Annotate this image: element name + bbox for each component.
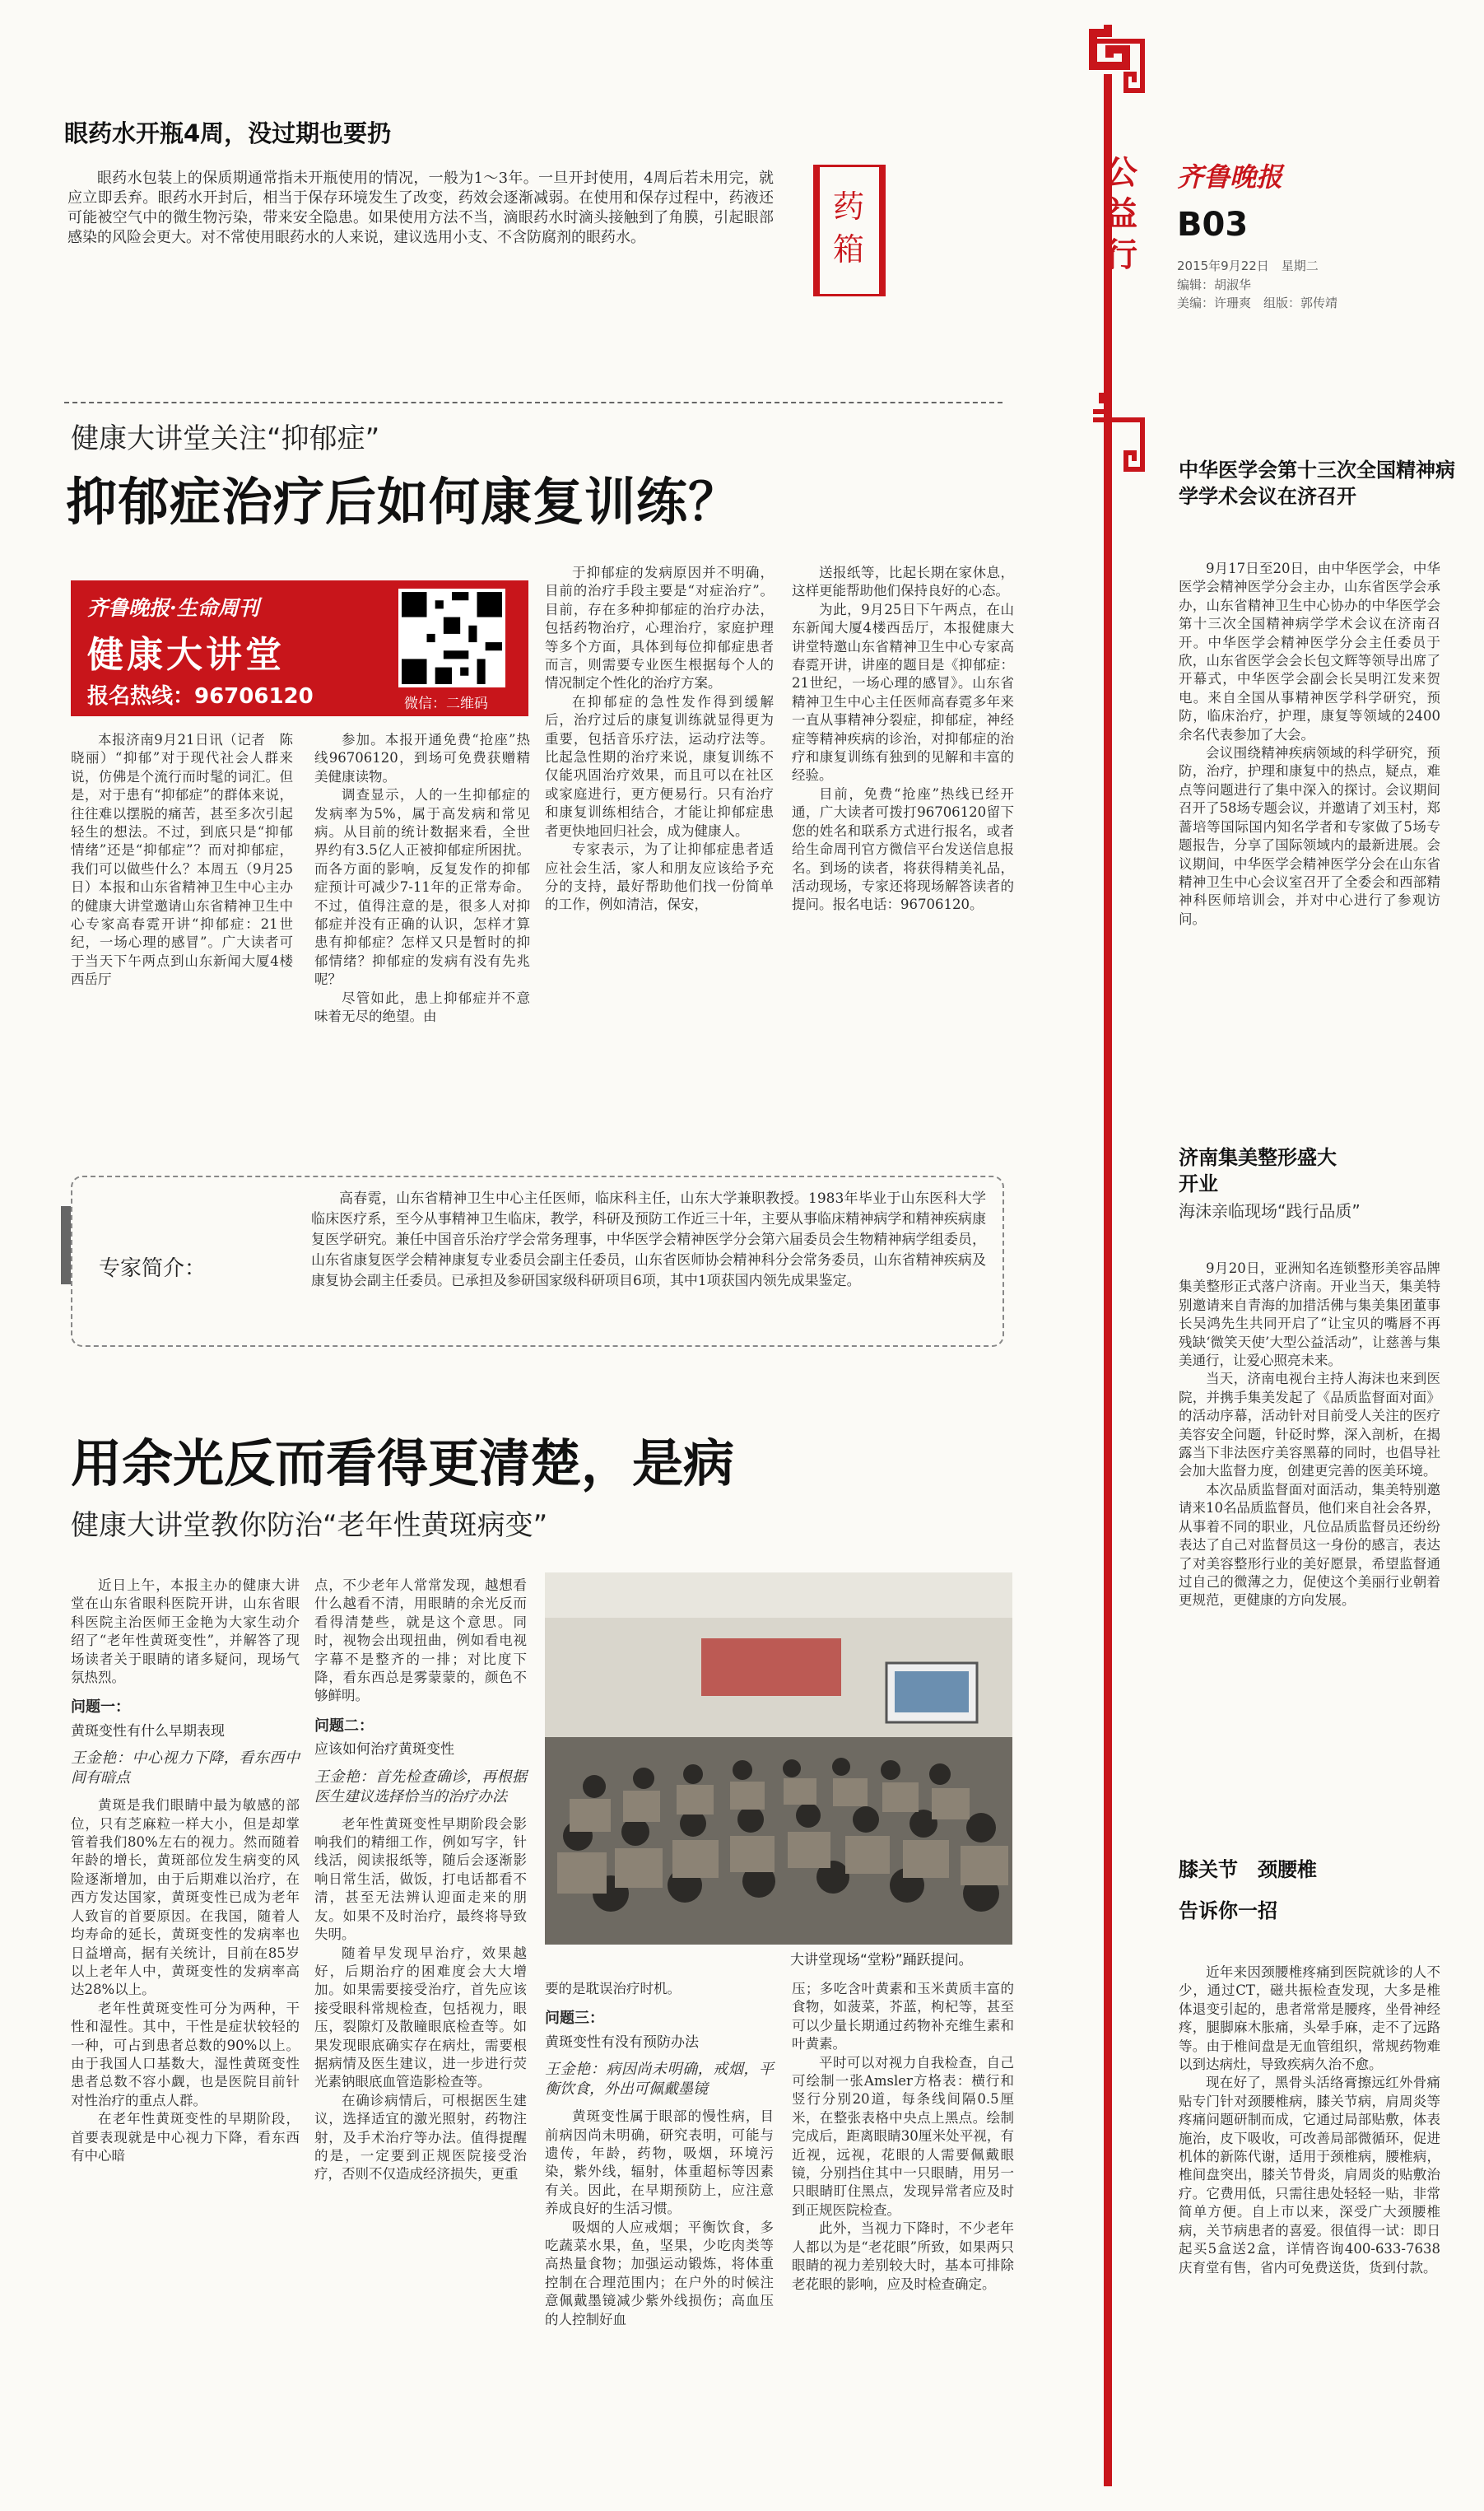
q3-title: 黄斑变性有没有预防办法 <box>545 2033 699 2051</box>
q2-answer: 王金艳：首先检查确诊，再根据医生建议选择恰当的治疗办法 <box>314 1768 527 1805</box>
article1-col3: 于抑郁症的发病原因并不明确，目前的治疗手段主要是“对症治疗”。目前，存在多种抑郁症的治疗办法，包括药物治疗，心理治疗，家庭护理等多个方面，具体到每位抑郁症患者而言，则需要专业医生根据每个人的情况制定个性化的治疗方案。 在抑郁症的急性发作得到缓解后，治疗过后的康复训练就显得更为重要，包括音乐疗法，运动疗法等。比起急性期的治疗来说，康复训练不仅能巩固治疗效果，而且可以在社区或家庭进行，更方便易行。只有治疗和康复训练相结合，才能让抑郁症患者更快地回归社会，成为健康人。 专家表示，为了让抑郁症患者适应社会生活，家人和朋友应该给予充分的支持，最好帮助他们找一份简单的工作，例如清洁，保安， <box>545 565 774 913</box>
banner-brand: 齐鲁晚报·生命周刊 <box>87 596 259 620</box>
q1-answer: 王金艳：中心视力下降，看东西中间有暗点 <box>71 1749 300 1787</box>
right3-title-line1: 膝关节 颈腰椎 <box>1179 1858 1317 1881</box>
q2-title: 应该如何治疗黄斑变性 <box>314 1741 454 1759</box>
q3-label: 问题三： <box>545 2010 604 2028</box>
article1-col4: 送报纸等，比起长期在家休息，这样更能帮助他们保持良好的心态。 为此，9月25日下午两点，在山东新闻大厦4楼西岳厅，本报健康大讲堂特邀山东省精神卫生中心专家高春霓开讲，讲座的题目是《抑郁症：21世纪，一场心理的感冒》。山东省精神卫生中心主任医师高春霓多年来一直从事精神分裂症，抑郁症，神经症等精神疾病的诊治，对抑郁症的治疗和康复训练有独到的见解和丰富的经验。 目前，免费“抢座”热线已经开通，广大读者可拨打96706120留下您的姓名和联系方式进行报名，或者给生命周刊官方微信平台发送信息报名。到场的读者，将获得精美礼品，活动现场，专家还将现场解答读者的提问。报名电话：96706120。 <box>792 565 1014 913</box>
article2-col2: 点，不少老年人常常发现，越想看什么越看不清，用眼睛的余光反而看得清楚些，就是这个意思。同时，视物会出现扭曲，例如看电视字幕不是整齐的一排；对比度下降，看东西总是雾蒙蒙的，颜色不够鲜明。 问题二： 应该如何治疗黄斑变性 王金艳：首先检查确诊，再根据医生建议选择恰当的治疗办法 老年性黄斑变性早期阶段会影响我们的精细工作，例如写字，针线活，阅读报纸等，随后会逐渐影响日常生活，做饭，打电话都看不清，甚至无法辨认迎面走来的朋友。如果不及时治疗，最终将导致失明。 随着早发现早治疗，效果越好，后期治疗的困难度会大大增加。如果需要接受治疗，首先应该接受眼科常规检查，包括视力，眼压，裂隙灯及散瞳眼底检查等。如果发现眼底确实存在病灶，需要根据病情及医生建议，进一步进行荧光素钠眼底血管造影检查等。 在确诊病情后，可根据医生建议，选择适宜的激光照射，药物注射，及手术治疗等办法。值得提醒的是，一定要到正规医院接受治疗，否则不仅造成经济损失，更重 <box>314 1577 527 2183</box>
article2-col1: 近日上午，本报主办的健康大讲堂在山东省眼科医院开讲，山东省眼科医院主治医师王金艳为大家生动介绍了“老年性黄斑变性”，并解答了现场读者关于眼睛的诸多疑问，现场气氛热烈。 问题一： 黄斑变性有什么早期表现 王金艳：中心视力下降，看东西中间有暗点 黄斑是我们眼睛中最为敏感的部位，只有芝麻粒一样大小，但是却掌管着我们80%左右的视力。然而随着年龄的增长，黄斑部位发生病变的风险逐渐增加，由于后期难以治疗，在西方发达国家，黄斑变性已成为老年人致盲的首要原因。在我国，随着人均寿命的延长，黄斑变性的发病率也日益增高，据有关统计，目前在85岁以上老年人中，黄斑变性的发病率高达28%以上。 老年性黄斑变性可分为两种，干性和湿性。其中，干性是症状较轻的一种，可占到患者总数的90%以上。由于我国人口基数大，湿性黄斑变性患者总数不容小觑，也是医院目前针对性治疗的重点人群。 在老年性黄斑变性的早期阶段，首要表现就是中心视力下降，看东西有中心暗 <box>71 1577 300 2164</box>
right1-body: 9月17日至20日，由中华医学会，中华医学会精神医学分会主办，山东省医学会承办，山东省精神卫生中心协办的中华医学会第十三次全国精神病学学术会议在济南召开。中华医学会精神医学分会主任委员于欣，山东省医学会会长包文辉等领导出席了开幕式，中华医学会副会长吴明江发来贺电。来自全国从事精神医学科学研究，预防，临床治疗，护理，康复等领域的2400余名代表参加了大会。 会议围绕精神疾病领域的科学研究，预防，治疗，护理和康复中的热点，疑点，难点等问题进行了集中深入的探讨。会议期间召开了58场专题会议，并邀请了刘玉村，郑蔷培等国际国内知名学者和专家做了5场专题报告，分享了国际领域内的最新进展。会议期间，中华医学会精神医学分会在山东省精神卫生中心会议室召开了全委会和西部精神科医师培训会，并对中心进行了参观访问。 <box>1179 561 1440 927</box>
article2-headline: 用余光反而看得更清楚，是病 <box>71 1433 735 1493</box>
editor-credit: 编辑：胡淑华 <box>1177 277 1252 292</box>
right2-body: 9月20日，亚洲知名连锁整形美容品牌集美整形正式落户济南。开业当天，集美特别邀请来自青海的加措活佛与集美集团董事长吴鸿先生共同开启了“让宝贝的嘴唇不再残缺‘微笑天使’大型公益活动”，让慈善与集美通行，让爱心照亮未来。 当天，济南电视台主持人海沫也来到医院，并携手集美发起了《品质监督面对面》的活动序幕，活动针对目前受人关注的医疗美容安全问题，针砭时弊，深入剖析，在揭露当下非法医疗美容黑幕的同时，也倡导社会加大监督力度，创建更完善的医美环境。 本次品质监督面对面活动，集美特别邀请来10名品质监督员，他们来自社会各界，从事着不同的职业，凡位品质监督员还纷纷表达了自己对监督员这一身份的感言，表达了对美容整形行业的美好愿景，希望监督通过自己的微薄之力，促使这个美丽行业朝着更规范，更健康的方向发展。 <box>1179 1260 1440 1609</box>
lecture-photo <box>545 1572 1012 1945</box>
article1-col2: 参加。本报开通免费“抢座”热线96706120，到场可免费获赠精美健康读物。 调查显示，人的一生抑郁症的发病率为5%，属于高发病和常见病。从目前的统计数据来看，全世界约有3.5亿人正被抑郁症所困扰。而各方面的影响，反复发作的抑郁症预计可减少7-11年的正常寿命。不过，值得注意的是，很多人对抑郁症并没有正确的认识，怎样才算患有抑郁症？怎样又只是暂时的抑郁情绪？抑郁症的发病有没有先兆呢？ 尽管如此，患上抑郁症并不意味着无尽的绝望。由 <box>314 732 530 1025</box>
expert-text: 高春霓，山东省精神卫生中心主任医师，临床科主任，山东大学兼职教授。1983年毕业于山东医科大学临床医疗系，至今从事精神卫生临床，教学，科研及预防工作近三十年，主要从事临床精神病学和精神疾病康复医学研究。兼任中国音乐治疗学会常务理事，中华医学会精神医学分会第六届委员会生物精神病学组委员，山东省康复医学会精神康复专业委员会副主任委员，山东省医师协会精神科分会常务委员，山东省精神疾病及康复协会副主任委员。已承担及参研国家级科研项目6项，其中1项获国内领先成果鉴定。 <box>311 1190 986 1289</box>
box-body: 眼药水包装上的保质期通常指未开瓶使用的情况，一般为1～3年。一旦开封使用，4周后若未用完，就应立即丢弃。眼药水开封后，相当于保存环境发生了改变，药效会逐渐减弱。在使用和保存过程中，药液还可能被空气中的微生物污染，带来安全隐患。如果使用方法不当，滴眼药水时滴头接触到了角膜，引起眼部感染的风险会更大。对不常使用眼药水的人来说，建议选用小支、不含防腐剂的眼药水。 <box>67 170 774 246</box>
divider-1 <box>64 402 1003 403</box>
q2-label: 问题二： <box>314 1717 374 1735</box>
banner-wechat: 微信：二维码 <box>404 696 488 712</box>
event-banner <box>71 580 528 716</box>
article1-kicker: 健康大讲堂关注“抑郁症” <box>71 422 380 455</box>
section-title: 公益行 <box>1105 154 1137 274</box>
art-editor-credit: 美编：许珊爽 组版：郭传靖 <box>1177 296 1338 310</box>
right3-body: 近年来因颈腰椎疼痛到医院就诊的人不少，通过CT，磁共振检查发现，大多是椎体退变引起的，患者常常是腰疼，坐骨神经疼，腿脚麻木胀痛，头晕手麻，走不了远路等。由于椎间盘是无血管组织，常规药物难以到达病灶，导致疾病久治不愈。 现在好了，黑骨头活络膏擦远红外骨痛贴专门针对颈腰椎病，膝关节病，肩周炎等疼痛问题研制而成，它通过局部贴敷，体表施治，皮下吸收，可改善局部微循环，促进机体的新陈代谢，适用于颈椎病，腰椎病，椎间盘突出，膝关节骨炎，肩周炎的贴敷治疗。它费用低，只需往患处轻轻一贴，非常简单方便。自上市以来，深受广大颈腰椎病，关节病患者的喜爱。很值得一试：即日起买5盒送2盒，详情咨询400-633-7638庆育堂有售，省内可免费送货，货到付款。 <box>1179 1964 1440 2276</box>
right2-subtitle: 海沫亲临现场“践行品质” <box>1179 1201 1361 1221</box>
expert-label: 专家简介： <box>99 1256 207 1281</box>
banner-title: 健康大讲堂 <box>87 634 285 676</box>
right2-title: 济南集美整形盛大开业 <box>1179 1146 1337 1195</box>
box-headline: 眼药水开瓶4周，没过期也要扔 <box>64 119 392 147</box>
q1-label: 问题一： <box>71 1698 130 1717</box>
paper-logo: 齐鲁晚报 <box>1177 161 1283 193</box>
article1-headline: 抑郁症治疗后如何康复训练？ <box>66 472 741 532</box>
right3-title-line2: 告诉你一招 <box>1179 1899 1277 1922</box>
box-tag: 药箱 <box>813 165 886 296</box>
article2-subheadline: 健康大讲堂教你防治“老年性黄斑病变” <box>71 1509 548 1542</box>
banner-hotline: 报名热线：96706120 <box>87 684 314 709</box>
page-number: B03 <box>1177 206 1249 244</box>
q3-answer: 王金艳：病因尚未明确，戒烟，平衡饮食，外出可佩戴墨镜 <box>545 2061 774 2099</box>
q1-title: 黄斑变性有什么早期表现 <box>71 1722 225 1740</box>
border-ornament <box>1085 25 1151 2486</box>
article2-col3: 要的是耽误治疗时机。 问题三： 黄斑变性有没有预防办法 王金艳：病因尚未明确，戒烟，平衡饮食，外出可佩戴墨镜 黄斑变性属于眼部的慢性病，目前病因尚未明确，研究表明，可能与遗传，年龄，药物，吸烟，环境污染，紫外线，辐射，体重超标等因素有关。因此，在早期预防上，应注意养成良好的生活习惯。 吸烟的人应戒烟；平衡饮食，多吃蔬菜水果，鱼，坚果，少吃肉类等高热量食物；加强运动锻炼，将体重控制在合理范围内；在户外的时候注意佩戴墨镜减少紫外线损伤；高血压的人控制好血 <box>545 1981 774 2327</box>
right1-title: 中华医学会第十三次全国精神病学学术会议在济召开 <box>1179 459 1455 508</box>
issue-date: 2015年9月22日 星期二 <box>1177 259 1319 273</box>
expert-bar <box>61 1206 71 1284</box>
photo-caption: 大讲堂现场“堂粉”踊跃提问。 <box>790 1952 973 1968</box>
article1-col1: 本报济南9月21日讯（记者 陈晓丽）“抑郁”对于现代社会人群来说，仿佛是个流行而时髦的词汇。但是，对于患有“抑郁症”的群体来说，往往难以摆脱的痛苦，甚至多次引起轻生的想法。不过，到底只是“抑郁情绪”还是“抑郁症”？而对抑郁症，我们可以做些什么？本周五（9月25日）本报和山东省精神卫生中心主办的健康大讲堂邀请山东省精神卫生中心专家高春霓开讲“抑郁症：21世纪，一场心理的感冒”。广大读者可于当天下午两点到山东新闻大厦4楼西岳厅 <box>71 732 293 988</box>
qr-code <box>398 589 505 687</box>
article2-col4: 压；多吃含叶黄素和玉米黄质丰富的食物，如菠菜，芥蓝，枸杞等，甚至可以少量长期通过药物补充维生素和叶黄素。 平时可以对视力自我检查，自己可绘制一张Amsler方格表：横行和竖行分别20道，每条线间隔0.5厘米，在整张表格中央点上黑点。绘制完成后，距离眼睛30厘米处平视，有近视，远视，花眼的人需要佩戴眼镜，分别挡住其中一只眼睛，用另一只眼睛盯住黑点，发现异常者应及时到正规医院检查。 此外，当视力下降时，不少老年人都以为是“老花眼”所致，如果两只眼睛的视力差别较大时，基本可排除老花眼的影响，应及时检查确定。 <box>792 1981 1014 2292</box>
